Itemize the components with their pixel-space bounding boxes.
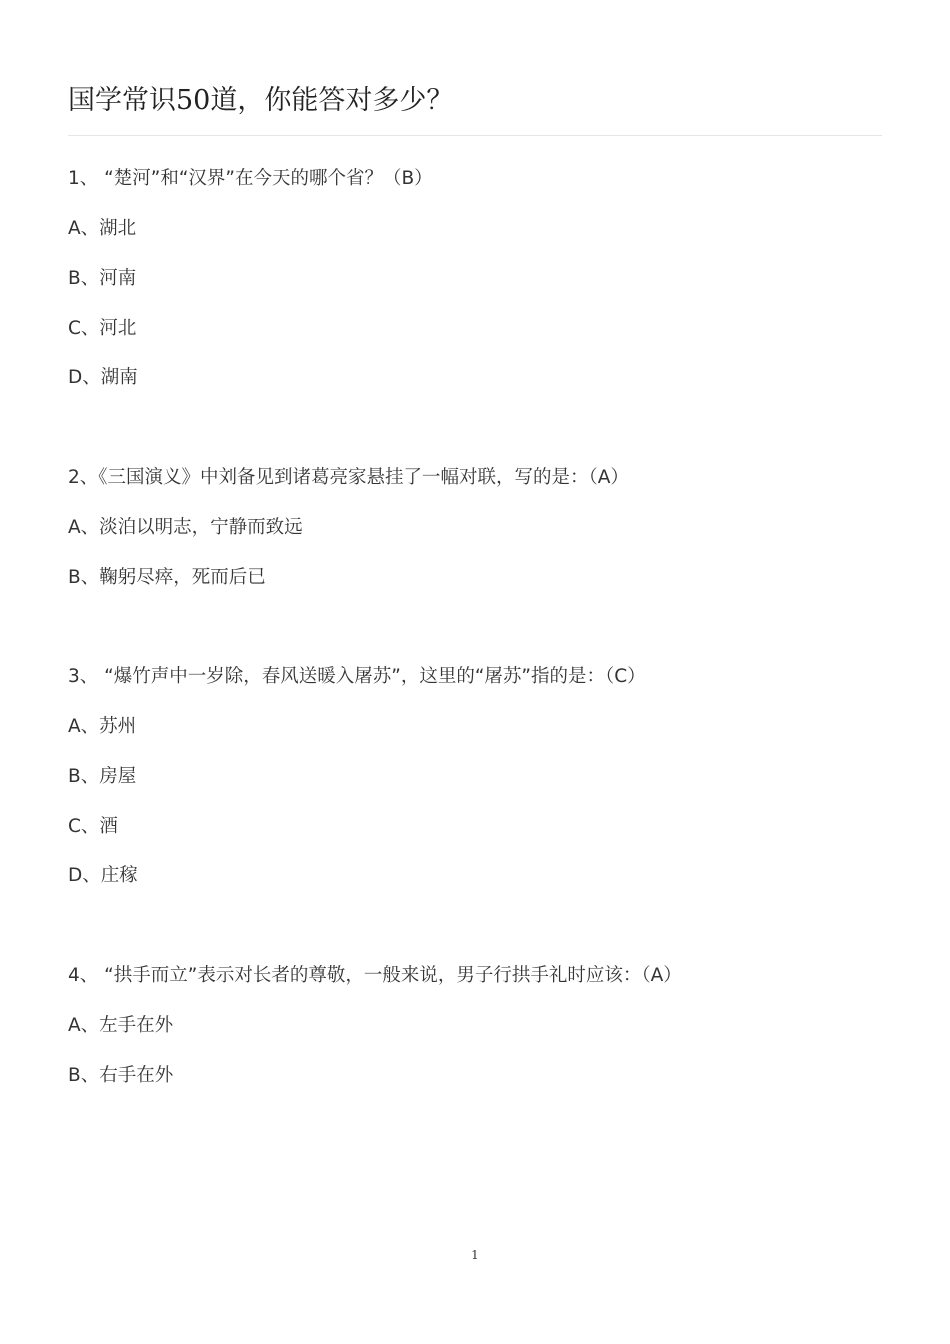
question-1-option-b: B、河南	[68, 268, 137, 289]
question-3-option-c: C、酒	[68, 816, 118, 837]
document-title: 国学常识50道，你能答对多少？	[68, 85, 454, 116]
question-1-option-c: C、河北	[68, 318, 137, 339]
title-divider	[68, 135, 882, 136]
question-4-text: 4、 “拱手而立”表示对长者的尊敬，一般来说，男子行拱手礼时应该：（A）	[68, 965, 682, 986]
question-3-option-a: A、苏州	[68, 716, 137, 737]
question-4-option-b: B、右手在外	[68, 1065, 174, 1086]
question-3-option-d: D、庄稼	[68, 865, 138, 886]
question-1-option-d: D、湖南	[68, 367, 138, 388]
question-1-option-a: A、湖北	[68, 218, 137, 239]
question-4-option-a: A、左手在外	[68, 1015, 174, 1036]
page-number: 1	[471, 1248, 479, 1262]
question-2-option-b: B、鞠躬尽瘁，死而后已	[68, 567, 266, 588]
question-1-text: 1、 “楚河”和“汉界”在今天的哪个省？（B）	[68, 168, 433, 189]
question-2-option-a: A、淡泊以明志，宁静而致远	[68, 517, 303, 538]
question-3-text: 3、 “爆竹声中一岁除，春风送暖入屠苏”，这里的“屠苏”指的是：（C）	[68, 666, 646, 687]
question-2-text: 2、《三国演义》中刘备见到诸葛亮家悬挂了一幅对联，写的是：（A）	[68, 467, 629, 488]
question-3-option-b: B、房屋	[68, 766, 137, 787]
